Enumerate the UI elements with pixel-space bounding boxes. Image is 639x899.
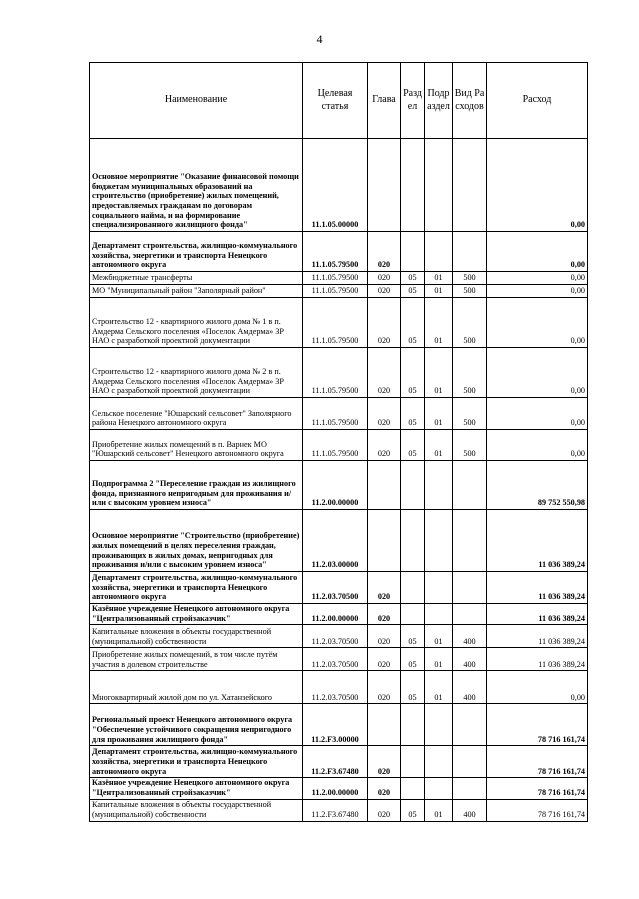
column-header-name: Наименование: [90, 63, 303, 139]
target-article-cell: 11.2.03.70500: [303, 671, 368, 704]
row-name-cell: Подпрограмма 2 "Переселение граждан из жилищного фонда, признанного непригодным для проживания и/или с высоким уровнем износа": [90, 461, 303, 510]
row-name-cell: Основное мероприятие "Оказание финансовой помощи бюджетам муниципальных образований на строительство (приобретение) жилых помещений, предоставляемых гражданам по договорам социального найма, и на формирование специализированного жилищного фонда": [90, 139, 303, 232]
table-row: [90, 298, 588, 348]
target-article-cell: 11.1.05.79500: [303, 430, 368, 461]
expense-amount-cell: 0,00: [487, 139, 588, 232]
subsection-cell: [425, 604, 453, 625]
chapter-cell: 020: [368, 648, 401, 671]
expense-amount-cell: 78 716 161,74: [487, 778, 588, 799]
target-article-cell: 11.2.03.00000: [303, 510, 368, 572]
subsection-cell: 01: [425, 272, 453, 285]
row-name-cell: Казённое учреждение Ненецкого автономного округа "Централизованный стройзаказчик": [90, 778, 303, 799]
chapter-cell: 020: [368, 625, 401, 648]
table-row: [90, 232, 588, 272]
table-row: [90, 272, 588, 285]
table-row: [90, 139, 588, 232]
expense-amount-cell: 78 716 161,74: [487, 704, 588, 746]
target-article-cell: 11.1.05.79500: [303, 298, 368, 348]
subsection-cell: [425, 232, 453, 272]
section-cell: [401, 461, 425, 510]
row-name-cell: Департамент строительства, жилищно-коммунального хозяйства, энергетики и транспорта Ненецкого автономного округа: [90, 746, 303, 778]
expense-amount-cell: 78 716 161,74: [487, 746, 588, 778]
expense-type-cell: 400: [453, 648, 487, 671]
subsection-cell: 01: [425, 671, 453, 704]
subsection-cell: [425, 572, 453, 604]
row-name-cell: Капитальные вложения в объекты государственной (муниципальной) собственности: [90, 799, 303, 821]
column-header-chapter: Глава: [368, 63, 401, 139]
chapter-cell: [368, 461, 401, 510]
subsection-cell: [425, 510, 453, 572]
row-name-cell: Сельское поселение "Юшарский сельсовет" Заполярного района Ненецкого автономного округа: [90, 398, 303, 430]
column-header-expense: Расход: [487, 63, 588, 139]
subsection-cell: [425, 461, 453, 510]
table-row: [90, 430, 588, 461]
section-cell: [401, 778, 425, 799]
section-cell: [401, 139, 425, 232]
row-name-cell: Департамент строительства, жилищно-коммунального хозяйства, энергетики и транспорта Ненецкого автономного округа: [90, 572, 303, 604]
budget-table: [89, 62, 588, 822]
row-name-cell: Региональный проект Ненецкого автономного округа "Обеспечение устойчивого сокращения непригодного для проживания жилищного фонда": [90, 704, 303, 746]
target-article-cell: 11.2.00.00000: [303, 461, 368, 510]
chapter-cell: 020: [368, 671, 401, 704]
section-cell: [401, 604, 425, 625]
row-name-cell: Строительство 12 - квартирного жилого дома № 2 в п. Амдерма Сельского поселения «Поселок Амдерма» ЗР НАО с разработкой проектной документации: [90, 348, 303, 398]
row-name-cell: Казённое учреждение Ненецкого автономного округа "Централизованный стройзаказчик": [90, 604, 303, 625]
subsection-cell: [425, 704, 453, 746]
expense-type-cell: [453, 139, 487, 232]
target-article-cell: 11.1.05.00000: [303, 139, 368, 232]
chapter-cell: 020: [368, 285, 401, 298]
row-name-cell: Строительство 12 - квартирного жилого дома № 1 в п. Амдерма Сельского поселения «Поселок Амдерма» ЗР НАО с разработкой проектной документации: [90, 298, 303, 348]
expense-type-cell: 500: [453, 348, 487, 398]
target-article-cell: 11.2.03.70500: [303, 625, 368, 648]
expense-amount-cell: 0,00: [487, 671, 588, 704]
subsection-cell: 01: [425, 348, 453, 398]
row-name-cell: Департамент строительства, жилищно-коммунального хозяйства, энергетики и транспорта Ненецкого автономного округа: [90, 232, 303, 272]
chapter-cell: 020: [368, 604, 401, 625]
target-article-cell: 11.2.F3.67480: [303, 746, 368, 778]
expense-type-cell: 400: [453, 799, 487, 821]
section-cell: [401, 746, 425, 778]
table-header-row: [90, 63, 588, 139]
expense-amount-cell: 11 036 389,24: [487, 572, 588, 604]
section-cell: 05: [401, 799, 425, 821]
chapter-cell: 020: [368, 232, 401, 272]
section-cell: 05: [401, 625, 425, 648]
chapter-cell: 020: [368, 348, 401, 398]
expense-amount-cell: 11 036 389,24: [487, 604, 588, 625]
expense-amount-cell: 0,00: [487, 430, 588, 461]
target-article-cell: 11.2.00.00000: [303, 604, 368, 625]
expense-amount-cell: 11 036 389,24: [487, 625, 588, 648]
column-header-subsection: Подраздел: [425, 63, 453, 139]
chapter-cell: 020: [368, 398, 401, 430]
target-article-cell: 11.2.03.70500: [303, 572, 368, 604]
expense-type-cell: [453, 461, 487, 510]
subsection-cell: 01: [425, 298, 453, 348]
target-article-cell: 11.1.05.79500: [303, 398, 368, 430]
table-row: [90, 604, 588, 625]
expense-type-cell: [453, 510, 487, 572]
table-row: [90, 704, 588, 746]
column-header-expense-type: Вид Расходов: [453, 63, 487, 139]
row-name-cell: Приобретение жилых помещений в п. Варнек МО "Юшарский сельсовет" Ненецкого автономного округа: [90, 430, 303, 461]
chapter-cell: 020: [368, 799, 401, 821]
table-row: [90, 348, 588, 398]
section-cell: 05: [401, 285, 425, 298]
expense-amount-cell: 11 036 389,24: [487, 648, 588, 671]
expense-type-cell: 500: [453, 272, 487, 285]
target-article-cell: 11.1.05.79500: [303, 348, 368, 398]
chapter-cell: [368, 139, 401, 232]
table-row: [90, 461, 588, 510]
subsection-cell: [425, 778, 453, 799]
expense-amount-cell: 89 752 550,98: [487, 461, 588, 510]
expense-type-cell: 500: [453, 298, 487, 348]
section-cell: 05: [401, 272, 425, 285]
section-cell: 05: [401, 348, 425, 398]
section-cell: 05: [401, 648, 425, 671]
row-name-cell: Межбюджетные трансферты: [90, 272, 303, 285]
table-row: [90, 572, 588, 604]
expense-amount-cell: 0,00: [487, 285, 588, 298]
expense-amount-cell: 11 036 389,24: [487, 510, 588, 572]
table-row: [90, 799, 588, 821]
chapter-cell: 020: [368, 298, 401, 348]
expense-amount-cell: 0,00: [487, 232, 588, 272]
expense-amount-cell: 0,00: [487, 398, 588, 430]
chapter-cell: [368, 510, 401, 572]
target-article-cell: 11.2.F3.67480: [303, 799, 368, 821]
expense-type-cell: [453, 604, 487, 625]
row-name-cell: Капитальные вложения в объекты государственной (муниципальной) собственности: [90, 625, 303, 648]
row-name-cell: Приобретение жилых помещений, в том числе путём участия в долевом строительстве: [90, 648, 303, 671]
table-row: [90, 285, 588, 298]
expense-type-cell: [453, 572, 487, 604]
expense-amount-cell: 0,00: [487, 348, 588, 398]
target-article-cell: 11.2.F3.00000: [303, 704, 368, 746]
row-name-cell: МО "Муниципальный район "Заполярный район": [90, 285, 303, 298]
expense-type-cell: 400: [453, 671, 487, 704]
table-row: [90, 778, 588, 799]
page-number: 4: [316, 32, 323, 46]
target-article-cell: 11.1.05.79500: [303, 232, 368, 272]
target-article-cell: 11.2.00.00000: [303, 778, 368, 799]
chapter-cell: 020: [368, 778, 401, 799]
table-row: [90, 671, 588, 704]
chapter-cell: 020: [368, 746, 401, 778]
table-row: [90, 625, 588, 648]
chapter-cell: 020: [368, 430, 401, 461]
column-header-section: Раздел: [401, 63, 425, 139]
expense-type-cell: [453, 232, 487, 272]
expense-type-cell: [453, 704, 487, 746]
section-cell: [401, 232, 425, 272]
subsection-cell: 01: [425, 430, 453, 461]
subsection-cell: 01: [425, 398, 453, 430]
target-article-cell: 11.1.05.79500: [303, 272, 368, 285]
expense-amount-cell: 78 716 161,74: [487, 799, 588, 821]
row-name-cell: Многоквартирный жилой дом по ул. Хатанзейского: [90, 671, 303, 704]
expense-type-cell: [453, 746, 487, 778]
row-name-cell: Основное мероприятие "Строительство (приобретение) жилых помещений в целях переселения граждан, проживающих в жилых домах, непригодных для проживания и/или с высоким уровнем износа": [90, 510, 303, 572]
expense-type-cell: 500: [453, 430, 487, 461]
section-cell: [401, 572, 425, 604]
expense-type-cell: 400: [453, 625, 487, 648]
subsection-cell: 01: [425, 285, 453, 298]
section-cell: [401, 704, 425, 746]
table-row: [90, 746, 588, 778]
chapter-cell: 020: [368, 572, 401, 604]
target-article-cell: 11.1.05.79500: [303, 285, 368, 298]
section-cell: 05: [401, 671, 425, 704]
column-header-target-article: Целевая статья: [303, 63, 368, 139]
section-cell: 05: [401, 398, 425, 430]
section-cell: [401, 510, 425, 572]
table-row: [90, 648, 588, 671]
subsection-cell: 01: [425, 625, 453, 648]
subsection-cell: [425, 139, 453, 232]
expense-amount-cell: 0,00: [487, 272, 588, 285]
chapter-cell: [368, 704, 401, 746]
table-body: [90, 139, 588, 822]
expense-type-cell: [453, 778, 487, 799]
expense-type-cell: 500: [453, 285, 487, 298]
expense-amount-cell: 0,00: [487, 298, 588, 348]
subsection-cell: [425, 746, 453, 778]
section-cell: 05: [401, 430, 425, 461]
section-cell: 05: [401, 298, 425, 348]
subsection-cell: 01: [425, 799, 453, 821]
target-article-cell: 11.2.03.70500: [303, 648, 368, 671]
expense-type-cell: 500: [453, 398, 487, 430]
subsection-cell: 01: [425, 648, 453, 671]
table-row: [90, 510, 588, 572]
table-row: [90, 398, 588, 430]
chapter-cell: 020: [368, 272, 401, 285]
